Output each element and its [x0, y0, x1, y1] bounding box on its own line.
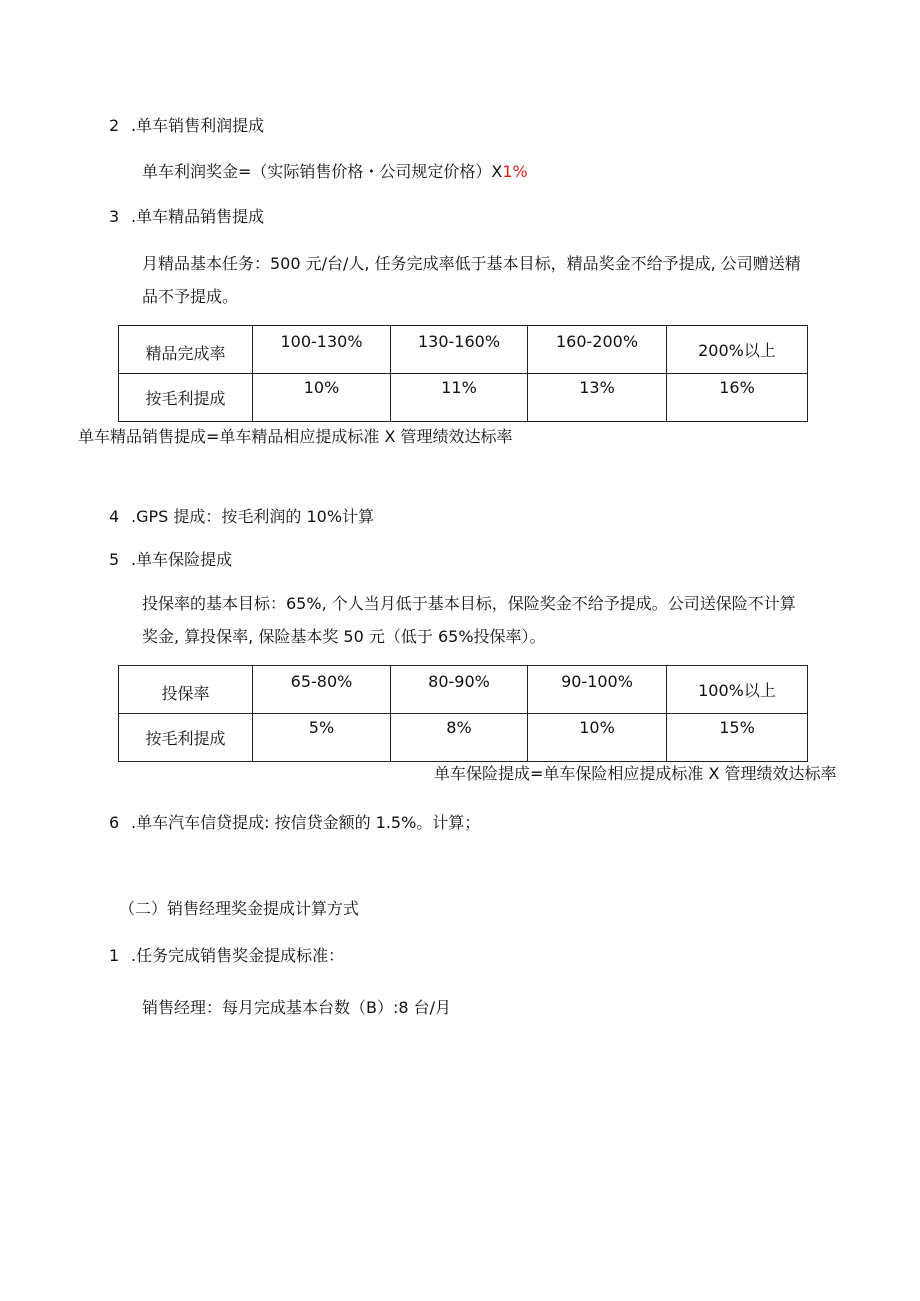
table-row [119, 714, 808, 762]
profit-bonus-formula [142, 161, 528, 183]
table-row [119, 374, 808, 422]
table-cell: 10% [253, 374, 391, 422]
insurance-description-line-2: 奖金, 算投保率, 保险基本奖 50 元（低于 65%投保率）。 [142, 627, 546, 646]
table-cell: 按毛利提成 [119, 714, 253, 762]
insurance-description-line-1: 投保率的基本目标：65%, 个人当月低于基本目标，保险奖金不给予提成。公司送保险不计算 [142, 594, 796, 613]
insurance-commission-table [118, 665, 808, 762]
section-2-item-1-heading [109, 945, 344, 967]
manager-target-description: 销售经理：每月完成基本台数（B）:8 台/月 [142, 998, 452, 1017]
table-row [119, 666, 808, 714]
table-cell: 200%以上 [667, 326, 808, 374]
item-number: 6 [109, 813, 120, 832]
item-heading-text: .单车保险提成 [131, 550, 233, 569]
table-cell: 100%以上 [667, 666, 808, 714]
item-4-heading [109, 506, 374, 528]
formula-text: 单车利润奖金=（实际销售价格・公司规定价格）X [142, 162, 503, 181]
table-cell: 160-200% [528, 326, 667, 374]
item-5-heading [109, 549, 232, 571]
table-cell: 16% [667, 374, 808, 422]
item-number: 1 [109, 946, 120, 965]
item-number: 4 [109, 507, 120, 526]
table-cell: 65-80% [253, 666, 391, 714]
accessory-description-line-1: 月精品基本任务：500 元/台/人, 任务完成率低于基本目标，精品奖金不给予提成, 公司赠送精 [142, 254, 801, 273]
accessory-commission-formula: 单车精品销售提成=单车精品相应提成标准 X 管理绩效达标率 [78, 427, 513, 446]
item-heading-text: .单车汽车信贷提成: 按信贷金额的 1.5%。计算； [131, 813, 481, 832]
item-6-heading [109, 812, 480, 834]
item-3-heading [109, 206, 264, 228]
item-number: 5 [109, 550, 120, 569]
item-2-heading [109, 115, 264, 137]
table-row [119, 326, 808, 374]
accessory-commission-table [118, 325, 808, 422]
item-number: 3 [109, 207, 120, 226]
accessory-description-line-2: 品不予提成。 [142, 287, 239, 306]
item-heading-text: .单车精品销售提成 [131, 207, 265, 226]
item-heading-text: .单车销售利润提成 [131, 116, 265, 135]
section-2-title: （二）销售经理奖金提成计算方式 [119, 899, 360, 918]
table-cell: 精品完成率 [119, 326, 253, 374]
item-heading-text: .任务完成销售奖金提成标准： [131, 946, 345, 965]
table-cell: 15% [667, 714, 808, 762]
formula-rate: 1% [502, 162, 528, 181]
insurance-commission-formula: 单车保险提成=单车保险相应提成标准 X 管理绩效达标率 [434, 764, 837, 783]
table-cell: 100-130% [253, 326, 391, 374]
table-cell: 10% [528, 714, 667, 762]
table-cell: 80-90% [391, 666, 528, 714]
table-cell: 130-160% [391, 326, 528, 374]
table-cell: 5% [253, 714, 391, 762]
table-cell: 11% [391, 374, 528, 422]
table-cell: 13% [528, 374, 667, 422]
table-cell: 投保率 [119, 666, 253, 714]
item-number: 2 [109, 116, 120, 135]
table-cell: 90-100% [528, 666, 667, 714]
item-heading-text: .GPS 提成：按毛利润的 10%计算 [131, 507, 375, 526]
table-cell: 按毛利提成 [119, 374, 253, 422]
table-cell: 8% [391, 714, 528, 762]
